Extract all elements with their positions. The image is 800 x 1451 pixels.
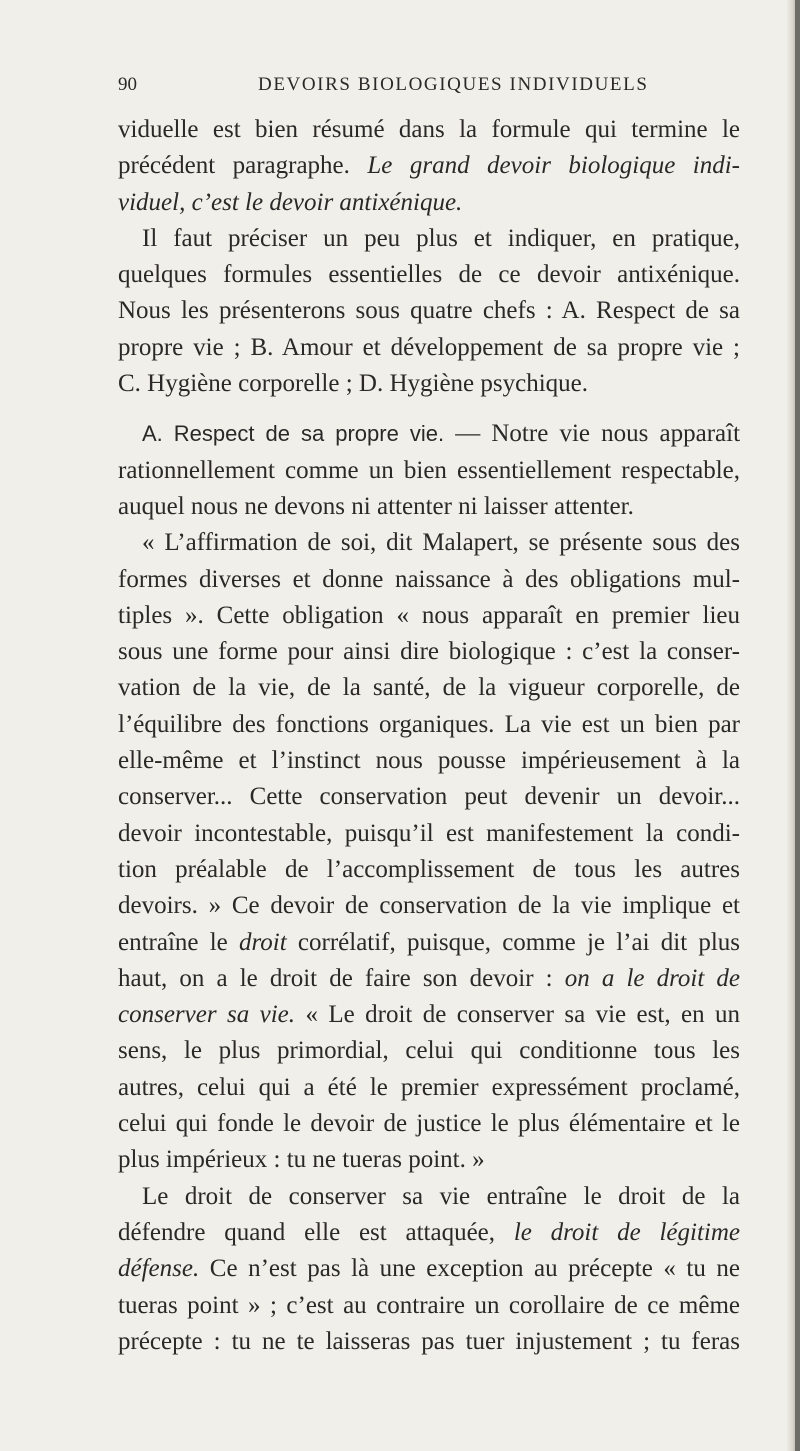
text-line: défense. Ce n’est pas là une exception au précepte « tu ne xyxy=(118,1255,740,1283)
body-text xyxy=(118,112,740,1360)
text-line: devoir incontestable, puisqu’il est manifestement la condi- xyxy=(118,819,740,847)
text-line: « L’affirmation de soi, dit Malapert, se présente sous des xyxy=(142,529,740,557)
italic-text: le droit de légitime xyxy=(513,1218,740,1246)
page-edge-dark xyxy=(795,0,800,1451)
text-line: tueras point » ; c’est au contraire un corollaire de ce même xyxy=(118,1291,740,1319)
text-line: Le droit de conserver sa vie entraîne le droit de la xyxy=(142,1182,740,1210)
italic-text: on a le droit de xyxy=(564,964,741,992)
text-line: précédent paragraphe. Le grand devoir biologique indi- xyxy=(118,152,741,180)
text-line: plus impérieux : tu ne tueras point. » xyxy=(118,1146,485,1174)
text-line: devoirs. » Ce devoir de conservation de la vie implique et xyxy=(118,892,740,920)
text-line: l’équilibre des fonctions organiques. La vie est un bien par xyxy=(118,710,740,738)
text-line: précepte : tu ne te laisseras pas tuer injustement ; tu feras xyxy=(118,1327,740,1355)
italic-text: Le grand devoir biologique indi- xyxy=(367,152,741,180)
text-line: C. Hygiène corporelle ; D. Hygiène psychique. xyxy=(118,370,589,398)
text-line: sens, le plus primordial, celui qui conditionne tous les xyxy=(118,1037,740,1065)
text-line: viduelle est bien résumé dans la formule qui termine le xyxy=(118,116,740,143)
text-line: autres, celui qui a été le premier expressément proclamé, xyxy=(118,1073,740,1101)
text-line: Il faut préciser un peu plus et indiquer, en pratique, xyxy=(142,224,740,252)
text-line: propre vie ; B. Amour et développement de sa propre vie ; xyxy=(118,333,740,361)
text-line: vation de la vie, de la santé, de la vigueur corporelle, de xyxy=(118,674,740,702)
text-line: quelques formules essentielles de ce devoir antixénique. xyxy=(118,261,740,289)
page-number: 90 xyxy=(118,74,137,95)
text-line: formes diverses et donne naissance à des obligations mul- xyxy=(118,565,740,593)
text-line: tiples ». Cette obligation « nous apparaît en premier lieu xyxy=(118,601,740,629)
text-line: rationnellement comme un bien essentiellement respectable, xyxy=(118,456,740,484)
italic-text: viduel, c’est le devoir antixénique. xyxy=(118,188,463,216)
text-line: sous une forme pour ainsi dire biologique : c’est la conser- xyxy=(118,638,740,666)
italic-text: défense. xyxy=(118,1255,200,1283)
text-line: Nous les présenterons sous quatre chefs : A. Respect de sa xyxy=(118,297,740,325)
text-line: conserver... Cette conservation peut devenir un devoir... xyxy=(118,783,740,811)
paragraph-gap xyxy=(118,402,740,416)
section-heading: A. Respect de sa propre vie. xyxy=(142,421,445,447)
text-line: elle-même et l’instinct nous pousse impérieusement à la xyxy=(118,747,740,775)
text-line: tion préalable de l’accomplissement de tous les autres xyxy=(118,855,740,883)
text-line: entraîne le droit corrélatif, puisque, comme je l’ai dit plus xyxy=(118,928,741,956)
text-line: défendre quand elle est attaquée, le droit de légitime xyxy=(118,1218,740,1246)
text-line: auquel nous ne devons ni attenter ni laisser attenter. xyxy=(118,492,634,520)
italic-text: conserver sa vie. xyxy=(118,1001,296,1029)
running-head: DEVOIRS BIOLOGIQUES INDIVIDUELS xyxy=(258,74,649,95)
text-line: A. Respect de sa propre vie. — Notre vie nous apparaît xyxy=(142,420,741,448)
text-line: conserver sa vie. « Le droit de conserver sa vie est, en un xyxy=(118,1001,740,1029)
text-line: haut, on a le droit de faire son devoir : on a le droit de xyxy=(118,964,741,992)
text-line xyxy=(118,185,740,221)
italic-text: droit xyxy=(238,928,287,956)
text-line: celui qui fonde le devoir de justice le plus élémentaire et le xyxy=(118,1110,740,1138)
page-header xyxy=(118,74,738,102)
